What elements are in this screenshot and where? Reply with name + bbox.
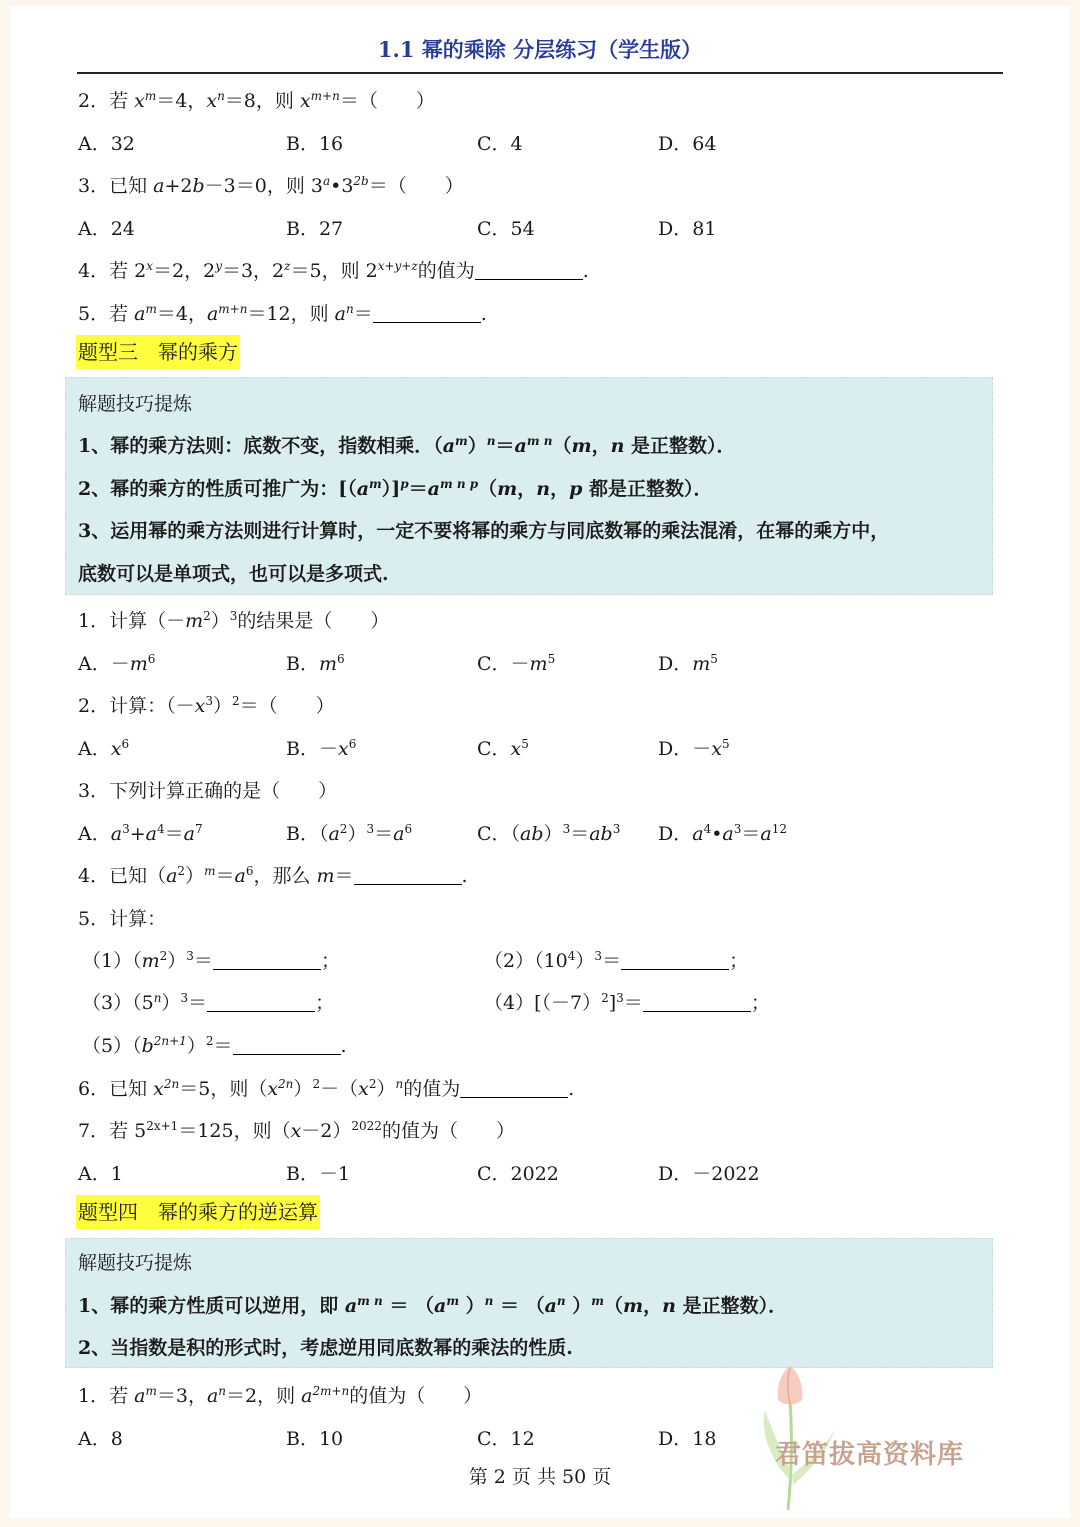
s4q1-option-a: A．8 xyxy=(78,1428,123,1450)
s3q3-option-a: A．$a^3+a^4=a^7$ xyxy=(78,822,203,845)
answer-blank[interactable] xyxy=(621,951,729,970)
s4q1-option-b: B．10 xyxy=(286,1428,344,1450)
s3-question-3-stem: 3．下列计算正确的是（ ） xyxy=(78,780,338,802)
q3-option-b: B．27 xyxy=(286,218,344,240)
s3q7-option-a: A．1 xyxy=(78,1163,123,1185)
answer-blank[interactable] xyxy=(475,261,583,280)
s3q1-option-d: D．$m^5$ xyxy=(658,652,718,675)
q3-option-a: A．24 xyxy=(78,218,135,240)
s3q1-option-b: B．$m^6$ xyxy=(286,652,345,675)
s3q1-option-c: C．$-m^5$ xyxy=(477,652,556,675)
s4-tip-1: 1、幂的乘方性质可以逆用，即 $a^{m n} = (a^m$ ）$^n = (a^n$ ）$^m$（m，n 是正整数）． xyxy=(78,1294,788,1317)
answer-blank[interactable] xyxy=(354,866,462,885)
q3-option-d: D．81 xyxy=(658,218,717,240)
s3q3-option-b: B．$(a^2)^3=a^6$ xyxy=(286,822,413,845)
s4q1-option-d: D．18 xyxy=(658,1428,717,1450)
question-3-stem: 3．已知 a+2b－3＝0，则 $3^a•3^{2b}=$（ ） xyxy=(78,174,464,197)
tip-3-line-1: 3、运用幂的乘方法则进行计算时，一定不要将幂的乘方与同底数幂的乘法混淆，在幂的乘方中， xyxy=(78,520,890,542)
s3q5-part-5: $(5)(b^{2n+1})^2=$ . xyxy=(82,1034,347,1057)
section-3-heading: 题型三 幂的乘方 xyxy=(76,335,240,369)
answer-blank[interactable] xyxy=(233,1036,341,1055)
tips-title: 解题技巧提炼 xyxy=(78,1252,193,1274)
q3-option-c: C．54 xyxy=(477,218,535,240)
page-footer: 第 2 页 共 50 页 xyxy=(468,1466,612,1488)
tip-3-line-2: 底数可以是单项式，也可以是多项式. xyxy=(78,563,389,585)
s4-question-1-stem: 1．若 $a^m=3$，$a^n=2$，则 $a^{2m+n}$的值为（ ） xyxy=(78,1384,483,1407)
answer-blank[interactable] xyxy=(207,993,315,1012)
tip-1: 1、幂的乘方法则：底数不变，指数相乘．$(a^m)^n=a^{m n}(m$，n 是正整数）． xyxy=(78,434,736,457)
tips-title: 解题技巧提炼 xyxy=(78,393,193,415)
s3q5-part-4: $(4)[(-7)^2]^3=$ ； xyxy=(484,991,770,1014)
s4-tip-2: 2、当指数是积的形式时，考虑逆用同底数幂的乘法的性质. xyxy=(78,1337,573,1359)
s3-question-2-stem: 2．计算：$(-x^3)^2=$（ ） xyxy=(78,694,335,717)
s3q2-option-c: C．$x^5$ xyxy=(477,737,529,760)
tulip-watermark-icon xyxy=(730,1360,1020,1520)
s3q2-option-b: B．$-x^6$ xyxy=(286,737,357,760)
q2-option-d: D．64 xyxy=(658,133,717,155)
watermark-text: 君笛拔高资料库 xyxy=(775,1440,965,1470)
s3q7-option-c: C．2022 xyxy=(477,1163,559,1185)
q2-option-c: C．4 xyxy=(477,133,523,155)
s3-question-4-stem: 4．已知$(a^2)^m=a^6$，那么 m＝ . xyxy=(78,864,468,887)
question-4-stem: 4．若 $2^x=2$，$2^y=3$，$2^z=5$，则 $2^{x+y+z}$的值为 . xyxy=(78,259,589,282)
s3-question-6-stem: 6．已知 $x^{2n}=5$，则$(x^{2n})^2-(x^2)^n$的值为 . xyxy=(78,1077,575,1100)
s3q1-option-a: A．$-m^6$ xyxy=(78,652,156,675)
question-2-stem: 2．若 $x^m=4$，$x^n=8$，则 $x^{m+n}=$（ ） xyxy=(78,89,435,112)
s3q2-option-a: A．$x^6$ xyxy=(78,737,130,760)
answer-blank[interactable] xyxy=(460,1079,568,1098)
title-divider xyxy=(77,72,1003,74)
q2-option-b: B．16 xyxy=(286,133,344,155)
s3q5-part-2: $(2)(10^4)^3=$ ； xyxy=(484,949,749,972)
s3q7-option-b: B．－1 xyxy=(286,1163,351,1185)
s3q2-option-d: D．$-x^5$ xyxy=(658,737,730,760)
q2-option-a: A．32 xyxy=(78,133,135,155)
s3q3-option-c: C．$(ab)^3=ab^3$ xyxy=(477,822,621,845)
s3-question-7-stem: 7．若 $5^{2x+1}=125$，则$(x-2)^{2022}$的值为（ ） xyxy=(78,1119,515,1142)
question-5-stem: 5．若 $a^m=4$，$a^{m+n}=12$，则 $a^n=$ . xyxy=(78,302,487,325)
answer-blank[interactable] xyxy=(213,951,321,970)
s3q3-option-d: D．$a^4•a^3=a^{12}$ xyxy=(658,822,788,845)
s3-question-1-stem: 1．计算$(-m^2)^3$的结果是（ ） xyxy=(78,609,390,632)
tip-2: 2、幂的乘方的性质可推广为：$[(a^m)]^p=a^{m n p}(m$，n，p 都是正整数）． xyxy=(78,477,713,500)
answer-blank[interactable] xyxy=(643,993,751,1012)
s3q5-part-1: $(1)(m^2)^3=$ ； xyxy=(82,949,340,972)
s3q5-part-3: $(3)(5^n)^3=$ ； xyxy=(82,991,335,1014)
s3-question-5-stem: 5．计算： xyxy=(78,908,167,930)
section-4-heading: 题型四 幂的乘方的逆运算 xyxy=(76,1195,320,1229)
s3q7-option-d: D．－2022 xyxy=(658,1163,760,1185)
s4q1-option-c: C．12 xyxy=(477,1428,535,1450)
page-title: 1.1 幂的乘除 分层练习（学生版） xyxy=(377,37,703,62)
answer-blank[interactable] xyxy=(373,304,481,323)
